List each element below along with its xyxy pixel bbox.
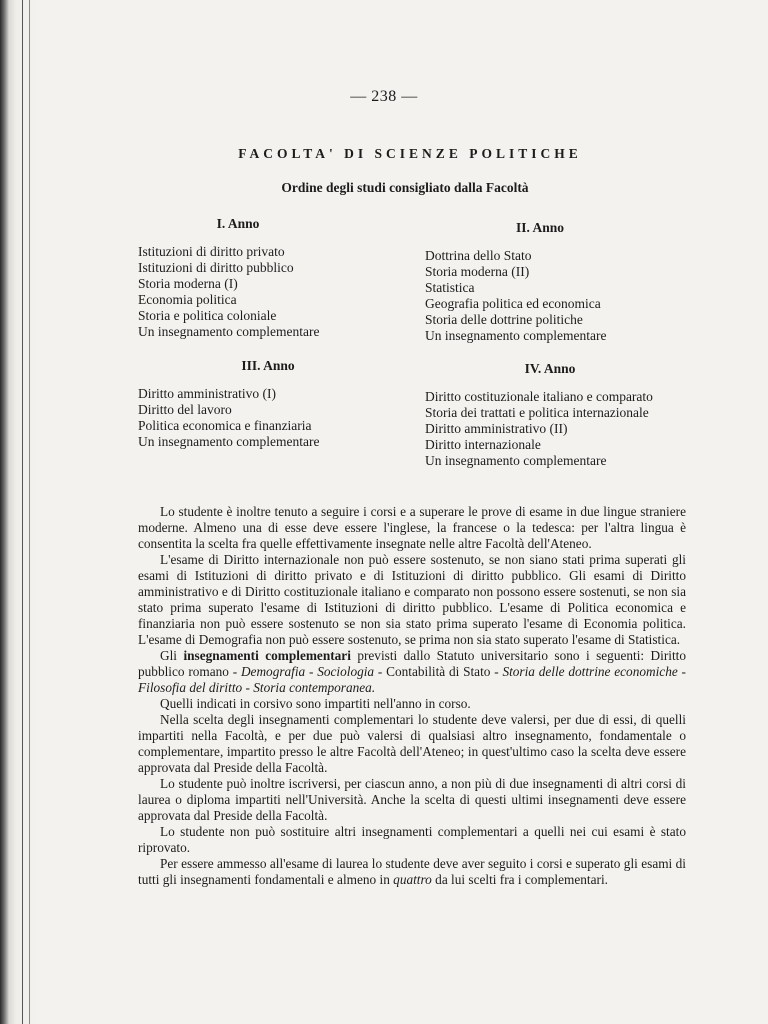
list-item: Istituzioni di diritto pubblico — [138, 260, 294, 275]
list-item: Politica economica e finanziaria — [138, 418, 312, 433]
text-run-italic: - — [242, 680, 254, 695]
list-item: Storia delle dottrine politiche — [425, 312, 583, 327]
year-heading: IV. Anno — [524, 361, 576, 376]
paragraph-choice-rules: Nella scelta degli insegnamenti complementari lo studente deve valersi, per due di essi, di quelli impartiti nella Facoltà, e per due può valersi di qualsiasi altro insegnamento, fondamentale o complementare, impartito presso le altre Facoltà dell'Ateneo; in quest'ultimo caso la scelta deve essere approvata dal Preside della Facoltà. — [138, 712, 686, 775]
text-run: Per essere ammesso all'esame di laurea lo studente deve aver seguito i corsi e superato gli esami di tutti gli insegnamenti fondamentali e almeno in — [138, 856, 686, 887]
list-item: Diritto internazionale — [425, 437, 541, 452]
text-run-italic: Storia delle dottrine economiche — [502, 664, 678, 679]
list-item: Diritto costituzionale italiano e comparato — [425, 389, 653, 404]
text-run-italic: Storia contemporanea — [253, 680, 372, 695]
course-list — [425, 248, 655, 344]
text-run-italic: - — [677, 664, 686, 679]
paragraph-exam-prerequisites: L'esame di Diritto internazionale non può essere sostenuto, se non siano stati prima superati gli esami di Istituzioni di diritto privato e di Istituzioni di diritto pubblico. Gli esami di Diritto amministrativo e di Diritto costituzionale italiano e comparato non possono essere sostenuti, se non sia stato prima superato l'esame di Istituzioni di diritto pubblico. L'esame di Politica economica e finanziaria non può essere sostenuto se non sia stato prima superato l'esame di Economia politica. L'esame di Demografia non può essere sostenuto, se prima non sia stato superato l'esame di Statistica. — [138, 552, 686, 647]
text-run-italic: Demografia — [240, 664, 306, 679]
paragraph-italic-note: Quelli indicati in corsivo sono impartiti nell'anno in corso. — [160, 696, 471, 711]
page-number: — 238 — — [350, 88, 418, 105]
list-item: Diritto amministrativo (II) — [425, 421, 568, 436]
paragraph-complementary-courses — [138, 648, 686, 696]
list-item: Istituzioni di diritto privato — [138, 244, 285, 259]
text-run: Gli — [160, 648, 184, 663]
regulations-text — [138, 504, 686, 888]
course-list — [138, 244, 338, 340]
course-list — [138, 386, 398, 450]
year-block-2 — [425, 220, 655, 344]
year-heading: I. Anno — [216, 216, 260, 231]
text-run-italic: Sociologia — [317, 664, 375, 679]
list-item: Storia e politica coloniale — [138, 308, 277, 323]
faculty-title: FACOLTA' DI SCIENZE POLITICHE — [238, 146, 582, 161]
list-item: Un insegnamento complementare — [138, 324, 320, 339]
year-block-4 — [425, 361, 675, 469]
text-run-italic: - — [305, 664, 318, 679]
text-run: da lui scelti fra i complementari. — [431, 872, 608, 887]
list-item: Economia politica — [138, 292, 237, 307]
list-item: Storia dei trattati e politica internazionale — [425, 405, 649, 420]
text-run: - Contabilità di Stato - — [374, 664, 503, 679]
list-item: Diritto del lavoro — [138, 402, 232, 417]
paragraph-failed-exams: Lo studente non può sostituire altri insegnamenti complementari a quelli nei cui esami è stato riprovato. — [138, 824, 686, 855]
year-heading: II. Anno — [515, 220, 565, 235]
year-block-3 — [138, 358, 398, 450]
text-run-italic: . — [371, 680, 376, 695]
list-item: Geografia politica ed economica — [425, 296, 601, 311]
list-item: Storia moderna (II) — [425, 264, 530, 279]
year-block-1 — [138, 216, 338, 340]
subtitle: Ordine degli studi consigliato dalla Facoltà — [281, 180, 529, 195]
course-list — [425, 389, 675, 469]
text-run-bold: insegnamenti complementari — [183, 648, 351, 663]
list-item: Statistica — [425, 280, 475, 295]
list-item: Dottrina dello Stato — [425, 248, 532, 263]
text-run-italic: Filosofia del diritto — [138, 680, 243, 695]
list-item: Un insegnamento complementare — [425, 328, 607, 343]
paragraph-degree-exam — [138, 856, 686, 888]
text-run: previsti dallo Statuto universitario sono i seguenti: Diritto pubblico romano - — [138, 648, 686, 679]
text-run-italic: quattro — [393, 872, 432, 887]
year-heading: III. Anno — [241, 358, 295, 373]
paragraph-languages: Lo studente è inoltre tenuto a seguire i corsi e a superare le prove di esame in due lingue straniere moderne. Almeno una di esse deve essere l'inglese, la francese o la tedesca: per l'altra lingua è consentita la scelta fra quelle effettivamente insegnate nelle altre Facoltà dell'Ateneo. — [138, 504, 686, 551]
list-item: Storia moderna (I) — [138, 276, 238, 291]
paragraph-other-courses: Lo studente può inoltre iscriversi, per ciascun anno, a non più di due insegnamenti di altri corsi di laurea o diploma impartiti nell'Università. Anche la scelta di questi ultimi insegnamenti deve essere approvata dal Preside della Facoltà. — [138, 776, 686, 823]
list-item: Un insegnamento complementare — [425, 453, 607, 468]
list-item: Un insegnamento complementare — [138, 434, 320, 449]
list-item: Diritto amministrativo (I) — [138, 386, 276, 401]
